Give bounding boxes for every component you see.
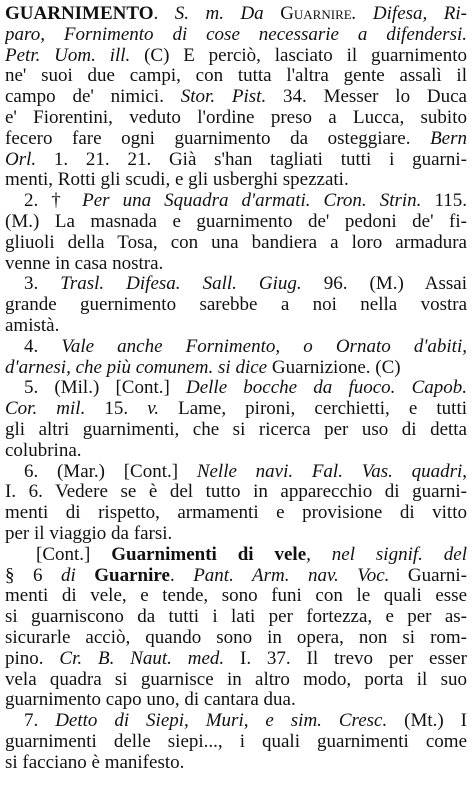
text-span: Guarnire bbox=[280, 3, 352, 24]
text-span: Delle bocche da fuoco. Capob. bbox=[185, 377, 467, 399]
text-span: pino. bbox=[5, 647, 60, 669]
text-span: ne' suoi due campi, con tutta l'altra gente assalì il bbox=[5, 65, 467, 87]
text-span: I. 37. Il trevo per esser bbox=[224, 647, 467, 669]
text-span: Orl. bbox=[5, 148, 37, 170]
text-span: si facciano è manifesto. bbox=[5, 751, 185, 773]
text-span: 1. 21. 21. Già s'han tagliati tutti i guarni- bbox=[36, 148, 467, 170]
text-span: menti, Rotti gli scudi, e gli usberghi spezzati. bbox=[5, 169, 349, 191]
text-span: Pant. Arm. nav. Voc. bbox=[193, 564, 390, 586]
text-span: Guarnire bbox=[94, 564, 170, 586]
text-span: Detto di Siepi, Muri, e sim. Cresc. bbox=[55, 710, 388, 732]
text-span: 96. (M.) Assai bbox=[301, 273, 467, 295]
text-span: colubrina. bbox=[5, 439, 82, 461]
text-span: vela quadra si guarnisce in altro modo, porta il suo bbox=[5, 668, 467, 690]
text-span: d'arnesi, che più comunem. si dice bbox=[5, 356, 272, 378]
text-span: Trasl. Difesa. Sall. Giug. bbox=[60, 273, 302, 295]
text-span: 6. (Mar.) [Cont.] bbox=[24, 460, 197, 482]
text-span: Guarni- bbox=[389, 564, 467, 586]
text-span: guarnimento capo uno, di cantara dua. bbox=[5, 689, 296, 711]
text-span: sicurarle acciò, quando sono in opera, non si rom- bbox=[5, 627, 467, 648]
text-span: § 6 bbox=[5, 564, 61, 586]
text-span: Cor. mil. bbox=[5, 398, 86, 420]
text-span: gli altri guarnimenti, che si ricerca per uso di detta bbox=[5, 419, 467, 440]
text-span: 34. Messer lo Duca bbox=[266, 86, 467, 108]
text-span: , bbox=[462, 460, 467, 482]
text-span: guarnimenti delle siepi..., i quali guarnimenti come bbox=[5, 731, 467, 752]
text-span: menti di vele, e tende, sono funi con le quali esse bbox=[5, 585, 467, 607]
text-span: si guarniscono da tutti i lati per fortezza, e per as- bbox=[5, 606, 467, 628]
text-span: Guarnizione. (C) bbox=[271, 356, 401, 378]
text-span: Bern bbox=[430, 127, 467, 149]
text-span: Nelle navi. Fal. Vas. quadri bbox=[196, 460, 463, 482]
text-span: menti di rispetto, armamenti e provisione di vitto bbox=[5, 502, 467, 524]
text-span: S. m. Da bbox=[174, 3, 281, 24]
text-span: Cr. B. Naut. med. bbox=[59, 647, 225, 669]
text-span: venne in casa nostra. bbox=[5, 252, 164, 274]
text-span: per il viaggio da farsi. bbox=[5, 523, 173, 544]
text-span: 3. bbox=[24, 273, 61, 295]
text-span: (M.) La masnada e guarnimento de' pedoni de' fi- bbox=[5, 211, 467, 232]
text-span: 4. bbox=[24, 335, 62, 357]
text-span: . bbox=[169, 564, 194, 586]
text-span: I. 6. Vedere se è del tutto in apparecchio di guarni- bbox=[5, 481, 467, 503]
text-span: gliuoli della Tosa, con una bandiera a loro armadura bbox=[5, 231, 467, 253]
text-span: 7. bbox=[24, 710, 56, 732]
text-span: Per una Squadra d'armati. Cron. Strin. bbox=[82, 190, 422, 212]
text-span: Guarnimenti di vele bbox=[111, 543, 307, 565]
text-span: . bbox=[153, 3, 175, 24]
text-span: Vale anche Fornimento, o Ornato d'abiti, bbox=[61, 335, 467, 357]
text-span: (C) E perciò, lasciato il guarnimento bbox=[130, 44, 467, 66]
text-span: paro, Fornimento di cose necessarie a difendersi. bbox=[5, 23, 467, 45]
text-span: fecero fare ogni guarnimento da osteggiare. bbox=[5, 127, 431, 149]
text-span: , nel signif. del bbox=[306, 543, 467, 565]
text-span: Stor. Pist. bbox=[180, 86, 267, 108]
text-span: campo de' nimici. bbox=[5, 86, 181, 108]
headword: GUARNIMENTO bbox=[5, 3, 154, 24]
text-span: v. bbox=[147, 398, 160, 420]
text-span: amistà. bbox=[5, 315, 60, 336]
text-span: . Difesa, Ri- bbox=[351, 3, 467, 24]
text-span: 115. bbox=[421, 190, 467, 212]
text-span: grande guernimento sarebbe a noi nella vostra bbox=[5, 294, 467, 316]
text-span: 15. bbox=[85, 398, 148, 420]
text-span: (Mt.) I bbox=[387, 710, 467, 732]
text-span: e' Fiorentini, veduto l'ordine preso a Lucca, subito bbox=[5, 107, 467, 128]
text-span: [Cont.] bbox=[36, 543, 112, 565]
text-span: Petr. Uom. ill. bbox=[5, 44, 131, 66]
text-span: di bbox=[61, 564, 95, 586]
text-span: Lame, pironi, cerchietti, e tutti bbox=[159, 398, 467, 420]
text-span: 2. † bbox=[24, 190, 83, 212]
text-line bbox=[5, 751, 467, 775]
text-span: 5. (Mil.) [Cont.] bbox=[24, 377, 186, 399]
